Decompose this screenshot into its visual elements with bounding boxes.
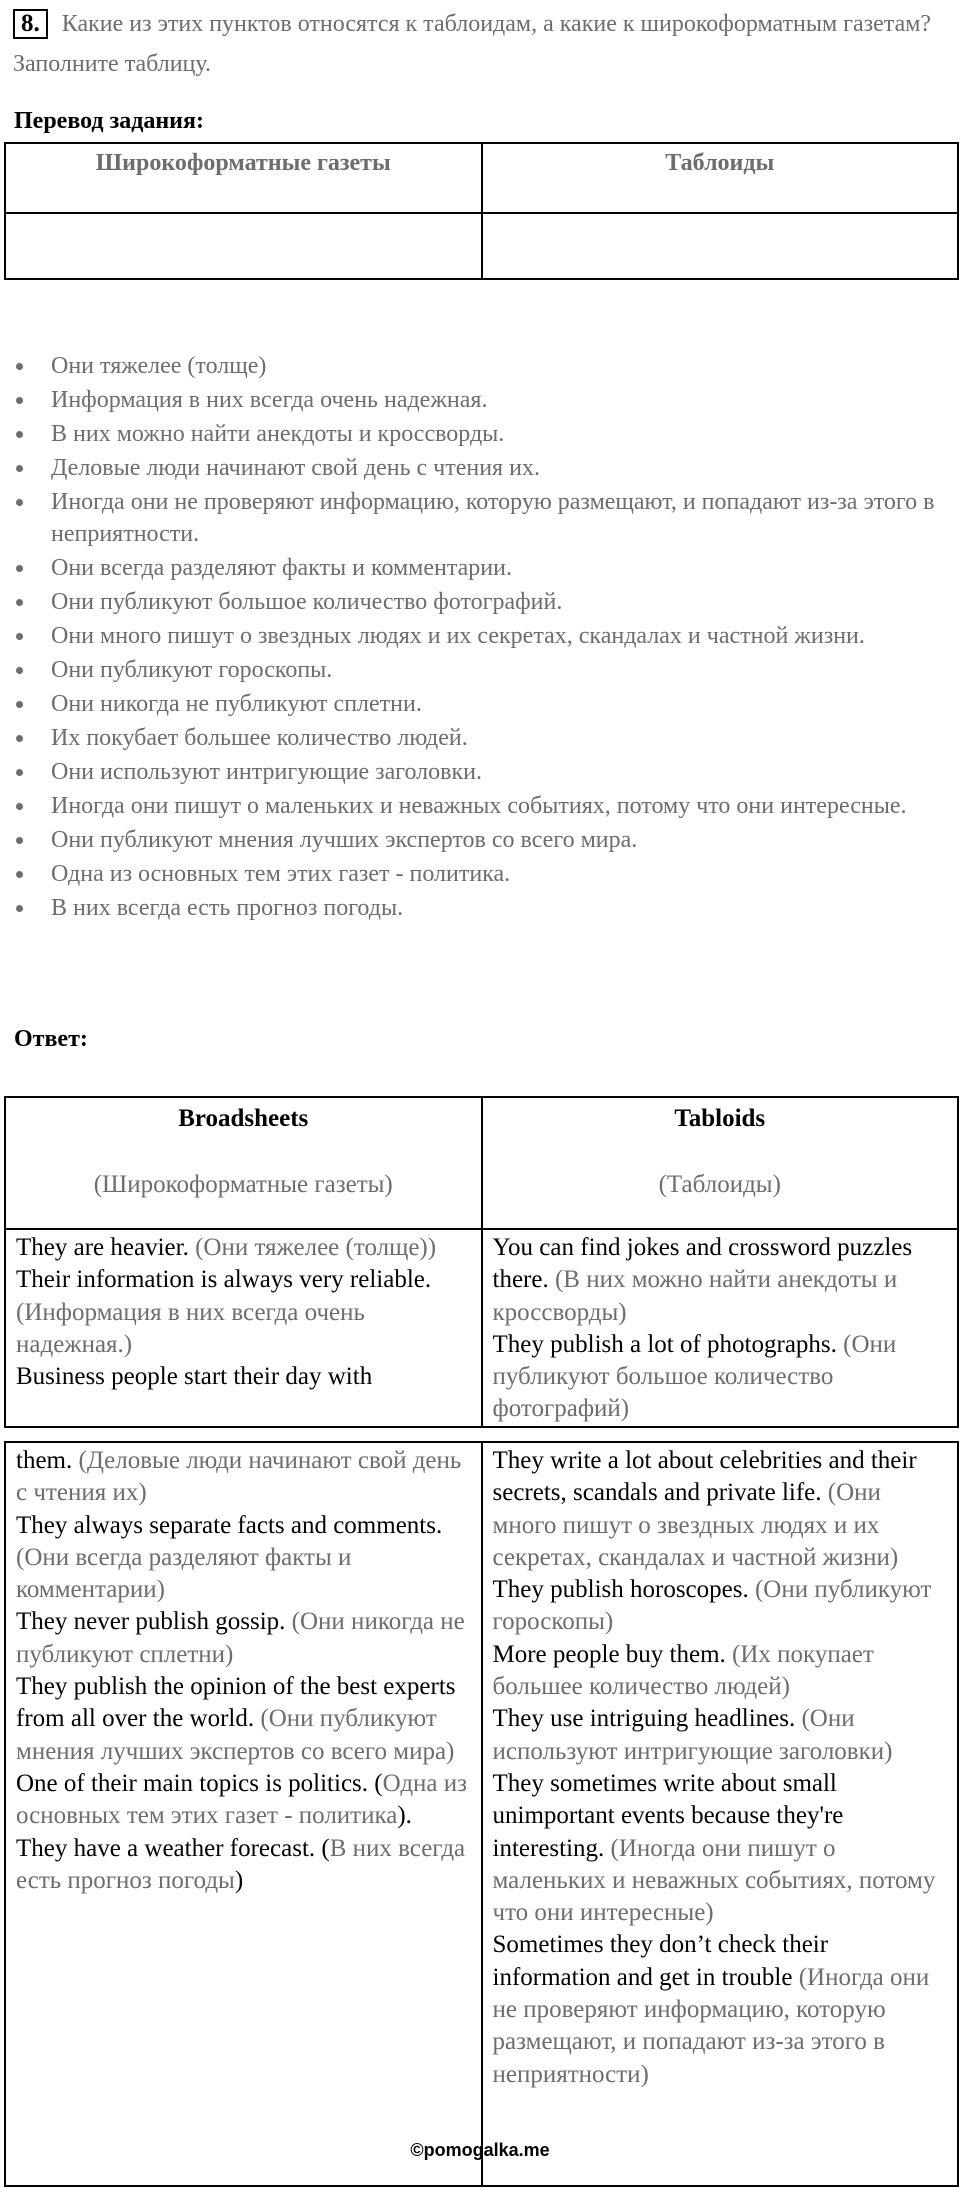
statement-item: Информация в них всегда очень надежная. xyxy=(14,384,944,416)
answer-russian-translation: (Они тяжелее (толще)) xyxy=(195,1234,437,1261)
answer-russian-translation: (Деловые люди начинают свой день с чтения их) xyxy=(16,1447,462,1507)
answer-english-text: They publish a lot of photographs. xyxy=(492,1330,844,1358)
answer-table-part2 xyxy=(4,1441,959,2187)
translation-col2-empty xyxy=(482,213,959,279)
answer-russian-translation: Одна из основных тем этих газет - политика xyxy=(16,1769,468,1830)
broadsheets-cell-part1 xyxy=(5,1229,482,1427)
answer-russian-translation: (Их покупает большее количество людей) xyxy=(492,1640,874,1701)
translation-col2-header xyxy=(482,143,959,213)
statement-item: Деловые люди начинают свой день с чтения их. xyxy=(14,452,944,484)
answer-english-text: They publish the opinion of the best experts from all over the world. xyxy=(16,1673,456,1733)
answer-russian-translation: (Информация в них всегда очень надежная.) xyxy=(16,1298,365,1358)
statement-item: Иногда они пишут о маленьких и неважных событиях, потому что они интересные. xyxy=(14,790,944,822)
answer-english-text: Business people start their day with xyxy=(16,1363,373,1391)
statement-item: Они много пишут о звездных людях и их секретах, скандалах и частной жизни. xyxy=(14,620,944,652)
tabloids-cell-part2 xyxy=(482,1442,959,2186)
answer-russian-translation: (Они много пишут о звездных людях и их секретах, скандалах и частной жизни) xyxy=(492,1479,899,1571)
translation-table xyxy=(4,142,959,280)
answer-english-text: You can find jokes and crossword puzzles there. xyxy=(492,1234,913,1294)
statement-item: Они никогда не публикуют сплетни. xyxy=(14,688,944,720)
answer-english-text: them. xyxy=(16,1447,79,1474)
broadsheets-subtitle: (Широкоформатные газеты) xyxy=(93,1171,393,1198)
answer-russian-translation: (В них можно найти анекдоты и кроссворды) xyxy=(492,1266,898,1326)
broadsheets-title: Broadsheets xyxy=(178,1105,309,1132)
broadsheets-header xyxy=(5,1097,482,1229)
task-number: 8. xyxy=(13,9,48,39)
statement-list xyxy=(14,350,944,926)
task-prompt xyxy=(13,4,943,84)
answer-russian-translation: (Они всегда разделяют факты и комментарии) xyxy=(16,1543,352,1604)
answer-russian-translation: (Они публикуют мнения лучших экспертов со всего мира) xyxy=(16,1705,455,1765)
answer-russian-translation: (Они публикуют большое количество фотографий) xyxy=(492,1330,897,1423)
tabloids-title: Tabloids xyxy=(674,1105,766,1132)
answer-russian-translation: В них всегда есть прогноз погоды xyxy=(16,1834,466,1894)
answer-russian-translation: (Иногда они не проверяют информацию, которую размещают, и попадают из-за этого в неприятности) xyxy=(492,1963,930,2088)
answer-russian-translation: (Они никогда не публикуют сплетни) xyxy=(16,1608,465,1668)
statement-item: Одна из основных тем этих газет - политика. xyxy=(14,858,944,890)
answer-english-text: Sometimes they don’t check their information and get in trouble xyxy=(492,1931,829,1991)
statement-item: Они публикуют мнения лучших экспертов со всего мира. xyxy=(14,824,944,856)
answer-english-text: They write a lot about celebrities and their secrets, scandals and private life. xyxy=(492,1447,917,1507)
translation-col1-text: Широкоформатные газеты xyxy=(95,150,391,176)
statement-item: Они используют интригующие заголовки. xyxy=(14,756,944,788)
translation-col2-text: Таблоиды xyxy=(665,150,775,176)
answer-english-text: They never publish gossip. xyxy=(16,1608,292,1636)
answer-english-text: They always separate facts and comments. xyxy=(16,1511,443,1539)
statement-item: Они всегда разделяют факты и комментарии. xyxy=(14,552,944,584)
answer-english-text: They have a weather forecast. ( xyxy=(16,1834,330,1862)
answer-russian-translation: (Они публикуют гороскопы) xyxy=(492,1576,932,1636)
statement-item: Они тяжелее (толще) xyxy=(14,350,944,382)
answer-english-text: One of their main topics is politics. ( xyxy=(16,1769,383,1797)
answer-english-text: Their information is always very reliable. xyxy=(16,1266,432,1294)
translation-label: Перевод задания: xyxy=(14,108,204,134)
answer-english-text: They sometimes write about small unimportant events because they're interesting. xyxy=(492,1769,844,1862)
tabloids-header xyxy=(482,1097,959,1229)
site-watermark: ©pomogalka.me xyxy=(410,2140,550,2160)
statement-item: В них можно найти анекдоты и кроссворды. xyxy=(14,418,944,450)
statement-item: Они публикуют гороскопы. xyxy=(14,654,944,686)
translation-col1-header xyxy=(5,143,482,213)
broadsheets-cell-part2 xyxy=(5,1442,482,2186)
statement-item: В них всегда есть прогноз погоды. xyxy=(14,892,944,924)
task-text: Какие из этих пунктов относятся к таблоидам, а какие к широкоформатным газетам? Заполните таблицу. xyxy=(13,11,932,77)
answer-english-text: They are heavier. xyxy=(16,1234,196,1261)
answer-english-text: More people buy them. xyxy=(492,1640,733,1668)
answer-russian-translation: (Они используют интригующие заголовки) xyxy=(492,1705,893,1765)
answer-label: Ответ: xyxy=(14,1026,88,1052)
answer-english-text: They use intriguing headlines. xyxy=(492,1705,802,1733)
answer-table-part1 xyxy=(4,1096,959,1428)
answer-russian-translation: (Иногда они пишут о маленьких и неважных событиях, потому что они интересные) xyxy=(492,1834,936,1927)
answer-closing-paren: ) xyxy=(234,1866,244,1894)
tabloids-cell-part1 xyxy=(482,1229,959,1427)
statement-item: Их покубает большее количество людей. xyxy=(14,722,944,754)
statement-item: Они публикуют большое количество фотографий. xyxy=(14,586,944,618)
tabloids-subtitle: (Таблоиды) xyxy=(658,1171,781,1198)
answer-closing-paren: ). xyxy=(397,1802,412,1830)
translation-col1-empty xyxy=(5,213,482,279)
statement-item: Иногда они не проверяют информацию, которую размещают, и попадают из-за этого в неприятности. xyxy=(14,486,944,550)
answer-english-text: They publish horoscopes. xyxy=(492,1576,755,1604)
